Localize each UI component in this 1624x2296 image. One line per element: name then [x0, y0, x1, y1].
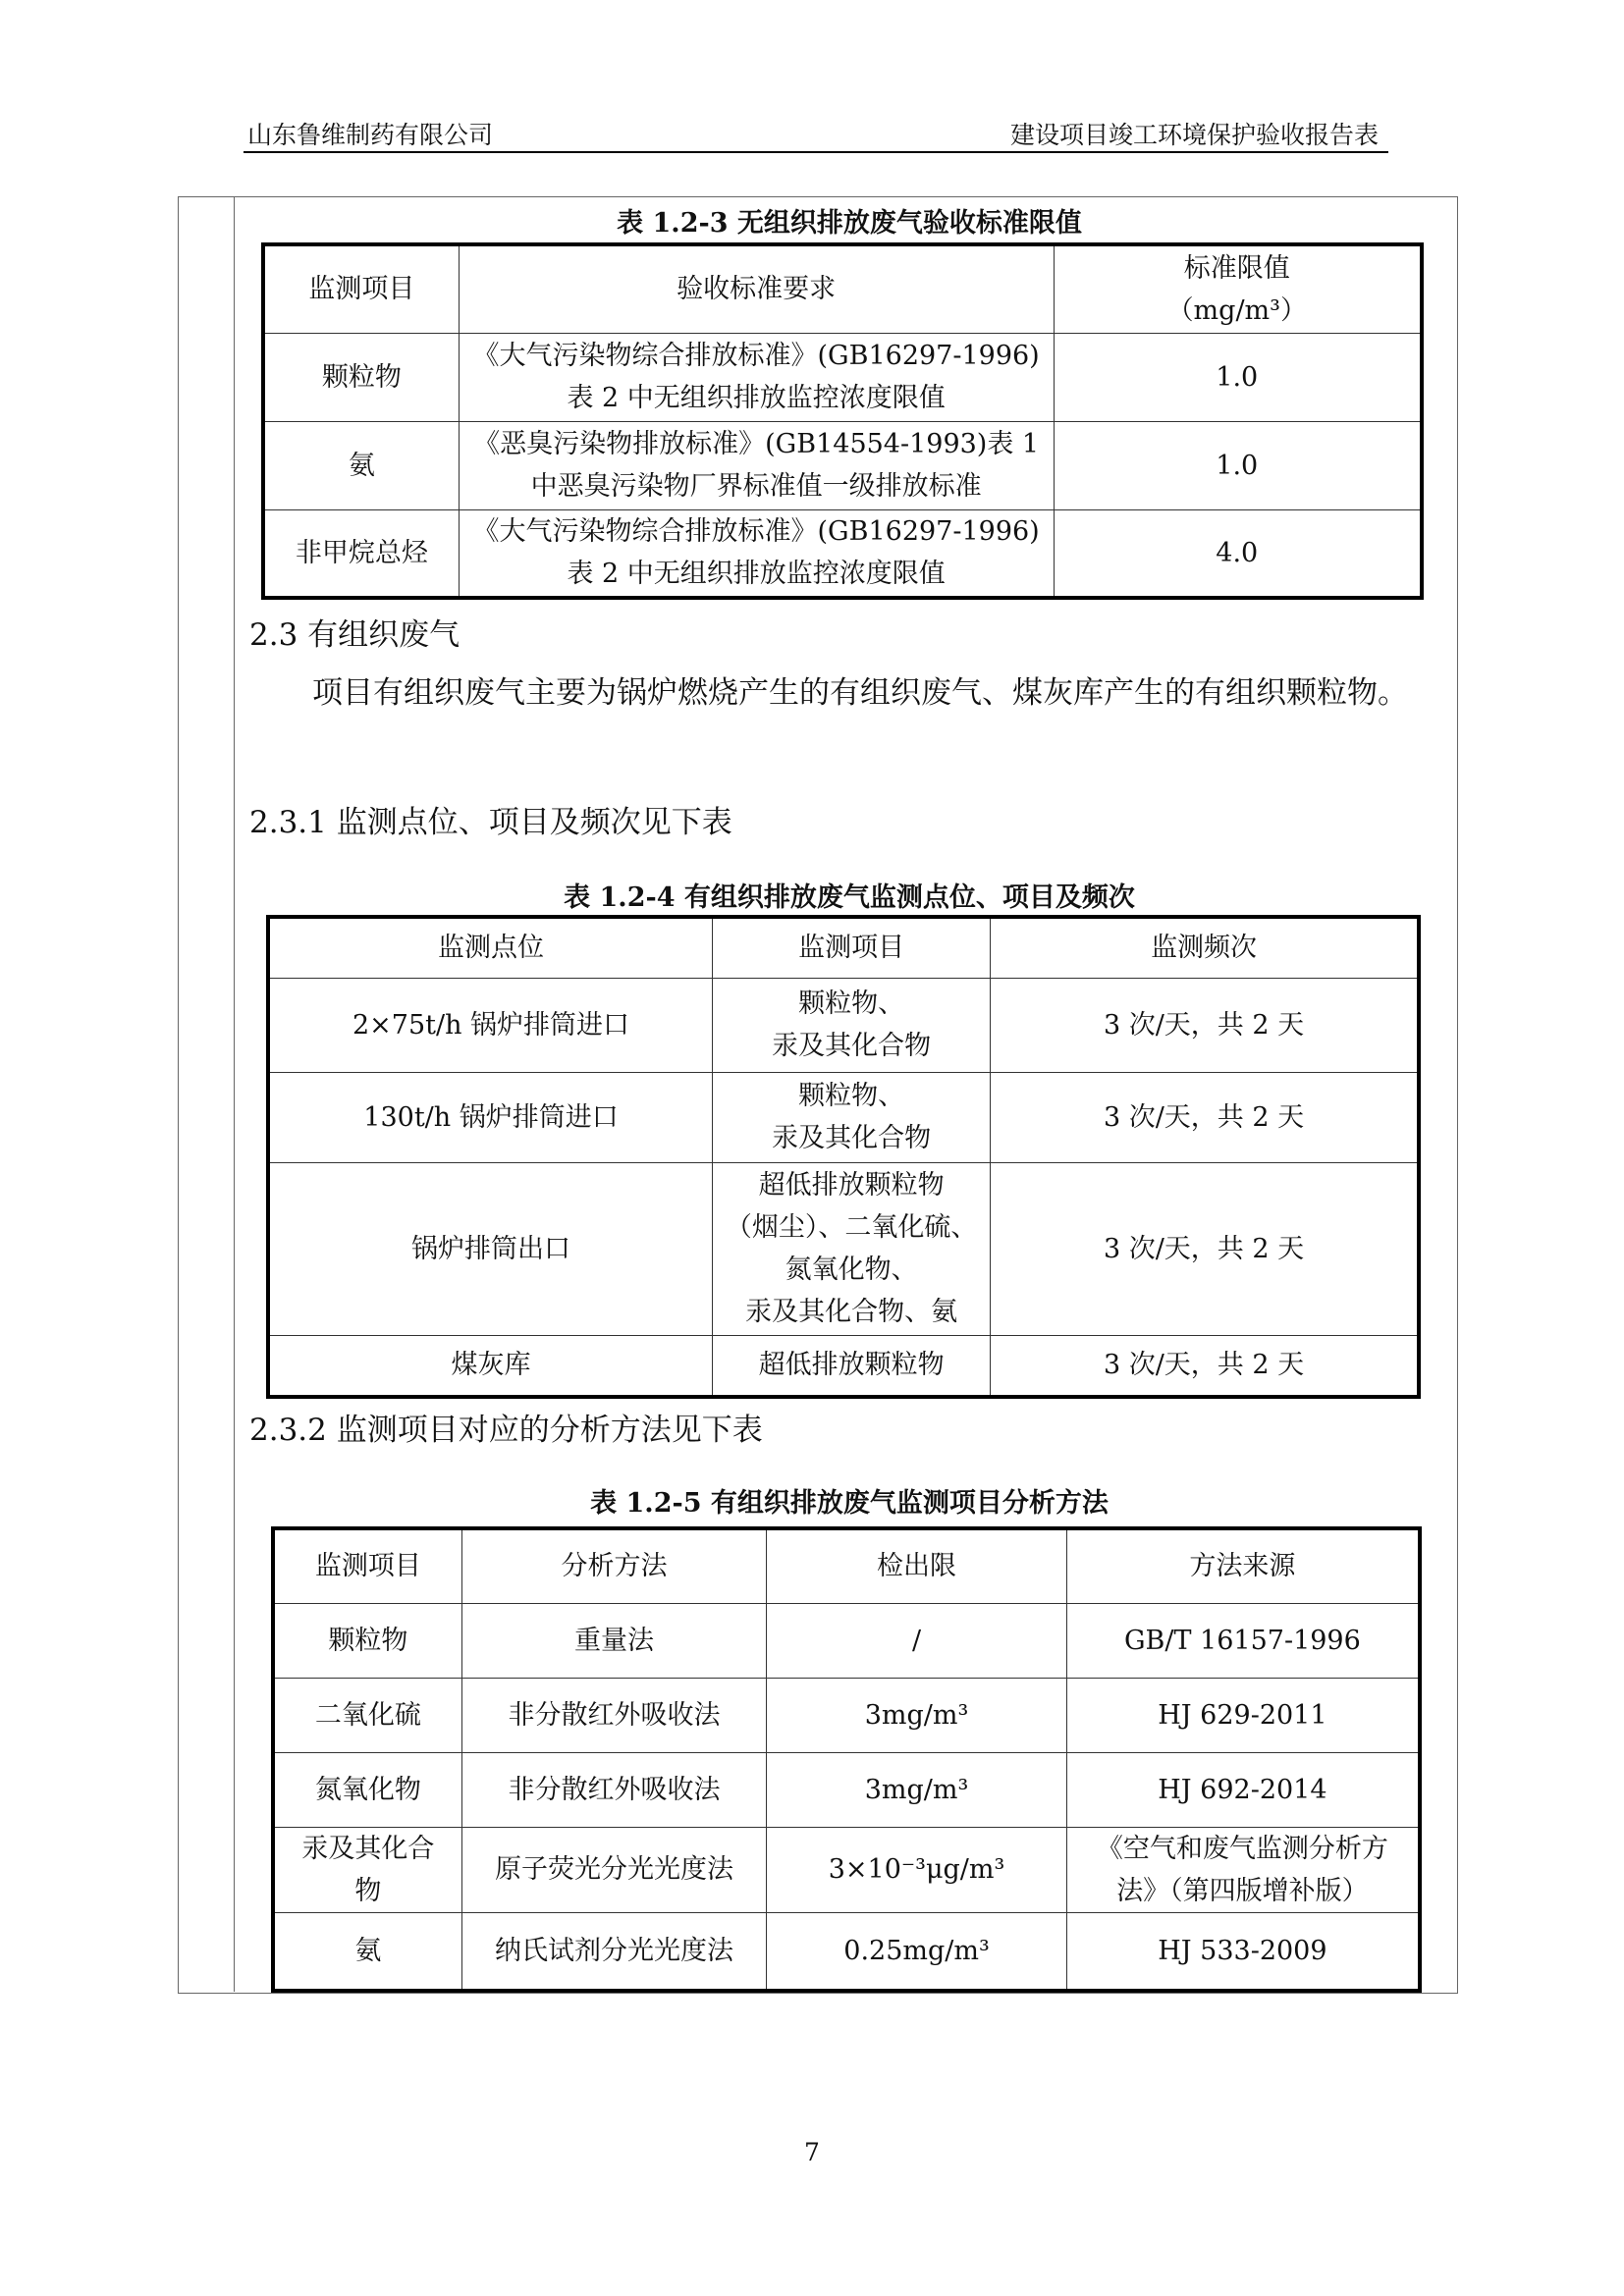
cell-point: 2×75t/h 锅炉排筒进口 [268, 978, 713, 1072]
header-line: 标准限值 [1183, 252, 1290, 284]
table-1-2-4 [266, 915, 1421, 1399]
item-line: 汞及其化合物 [772, 1031, 932, 1061]
header-cell: 方法来源 [1066, 1528, 1420, 1603]
item-line: 氮氧化物、 [785, 1255, 918, 1285]
table-header-row [268, 917, 1419, 978]
item-line: 汞及其化合 [301, 1833, 435, 1864]
cell-point: 锅炉排筒出口 [268, 1162, 713, 1335]
cell-point: 130t/h 锅炉排筒进口 [268, 1072, 713, 1162]
table-1-2-3 [261, 242, 1424, 600]
cell-detection-limit: 3×10⁻³μg/m³ [767, 1827, 1066, 1912]
cell-method: 原子荧光分光光度法 [461, 1827, 767, 1912]
cell-requirement [459, 333, 1054, 421]
table-1-2-5-caption: 表 1.2-5 有组织排放废气监测项目分析方法 [590, 1488, 1109, 1519]
item-line: 汞及其化合物 [772, 1123, 932, 1153]
cell-source: GB/T 16157-1996 [1066, 1603, 1420, 1678]
req-line: 《大气污染物综合排放标准》(GB16297-1996) [472, 341, 1040, 371]
cell-detection-limit: 0.25mg/m³ [767, 1912, 1066, 1991]
table-header-row [273, 1528, 1420, 1603]
cell-detection-limit: 3mg/m³ [767, 1678, 1066, 1752]
cell-frequency: 3 次/天，共 2 天 [991, 1162, 1419, 1335]
table-row [263, 421, 1422, 509]
cell-method: 非分散红外吸收法 [461, 1678, 767, 1752]
item-line: 物 [354, 1875, 382, 1906]
header-unit: （mg/m³） [1166, 294, 1307, 326]
cell-limit: 1.0 [1054, 421, 1422, 509]
cell-item: 颗粒物 [263, 333, 459, 421]
table-row [273, 1827, 1420, 1912]
page-header-company: 山东鲁维制药有限公司 [247, 121, 494, 149]
header-rule [244, 151, 1388, 153]
table-row [268, 978, 1419, 1072]
table-row [268, 1072, 1419, 1162]
cell-item [273, 1827, 461, 1912]
source-line: 法》（第四版增补版） [1116, 1875, 1369, 1906]
cell-source: HJ 533-2009 [1066, 1912, 1420, 1991]
header-cell: 监测频次 [991, 917, 1419, 978]
table-row [268, 1162, 1419, 1335]
table-1-2-4-caption: 表 1.2-4 有组织排放废气监测点位、项目及频次 [564, 882, 1135, 913]
req-line: 《大气污染物综合排放标准》(GB16297-1996) [472, 516, 1040, 548]
cell-requirement [459, 421, 1054, 509]
req-line: 中恶臭污染物厂界标准值一级排放标准 [530, 471, 982, 502]
cell-detection-limit: 3mg/m³ [767, 1752, 1066, 1827]
cell-item: 氨 [273, 1912, 461, 1991]
cell-items [713, 1335, 991, 1397]
header-cell: 监测项目 [273, 1528, 461, 1603]
cell-frequency: 3 次/天，共 2 天 [991, 978, 1419, 1072]
header-cell: 监测项目 [713, 917, 991, 978]
cell-source [1066, 1827, 1420, 1912]
cell-source: HJ 629-2011 [1066, 1678, 1420, 1752]
req-line: 表 2 中无组织排放监控浓度限值 [567, 383, 946, 413]
table-row [273, 1603, 1420, 1678]
cell-source: HJ 692-2014 [1066, 1752, 1420, 1827]
form-column-divider [234, 196, 235, 1992]
cell-items [713, 1072, 991, 1162]
item-line: 颗粒物、 [798, 988, 905, 1019]
cell-frequency: 3 次/天，共 2 天 [991, 1072, 1419, 1162]
item-line: 超低排放颗粒物 [758, 1170, 945, 1201]
cell-item: 氨 [263, 421, 459, 509]
table-row [273, 1912, 1420, 1991]
table-1-2-3-caption: 表 1.2-3 无组织排放废气验收标准限值 [617, 208, 1082, 239]
subsection-2-3-2: 2.3.2 监测项目对应的分析方法见下表 [249, 1413, 763, 1448]
table-row [268, 1335, 1419, 1397]
page-number: 7 [804, 2138, 820, 2166]
cell-detection-limit: / [767, 1603, 1066, 1678]
table-1-2-5 [271, 1526, 1422, 1993]
table-header-row [263, 244, 1422, 333]
header-cell: 检出限 [767, 1528, 1066, 1603]
cell-method: 非分散红外吸收法 [461, 1752, 767, 1827]
cell-method: 重量法 [461, 1603, 767, 1678]
cell-items [713, 1162, 991, 1335]
cell-method: 纳氏试剂分光光度法 [461, 1912, 767, 1991]
section-paragraph: 项目有组织废气主要为锅炉燃烧产生的有组织废气、煤灰库产生的有组织颗粒物。 [312, 675, 1408, 711]
req-line: 表 2 中无组织排放监控浓度限值 [567, 559, 946, 590]
cell-limit: 1.0 [1054, 333, 1422, 421]
item-line: 超低排放颗粒物 [758, 1350, 945, 1381]
source-line: 《空气和废气监测分析方 [1096, 1833, 1388, 1864]
table-row [263, 333, 1422, 421]
cell-requirement [459, 509, 1054, 598]
subsection-2-3-1: 2.3.1 监测点位、项目及频次见下表 [249, 805, 732, 840]
header-cell: 监测点位 [268, 917, 713, 978]
cell-frequency: 3 次/天，共 2 天 [991, 1335, 1419, 1397]
header-cell: 监测项目 [263, 244, 459, 333]
item-line: 汞及其化合物、氨 [745, 1297, 958, 1327]
page-header-title: 建设项目竣工环境保护验收报告表 [1009, 121, 1379, 149]
table-row [273, 1752, 1420, 1827]
section-heading-2-3: 2.3 有组织废气 [249, 617, 460, 653]
cell-items [713, 978, 991, 1072]
cell-item: 非甲烷总烃 [263, 509, 459, 598]
cell-item: 氮氧化物 [273, 1752, 461, 1827]
header-cell: 验收标准要求 [459, 244, 1054, 333]
table-row [273, 1678, 1420, 1752]
item-line: 颗粒物、 [798, 1081, 905, 1111]
cell-item: 二氧化硫 [273, 1678, 461, 1752]
cell-point: 煤灰库 [268, 1335, 713, 1397]
req-line: 《恶臭污染物排放标准》(GB14554-1993)表 1 [473, 429, 1040, 459]
header-cell [1054, 244, 1422, 333]
cell-limit: 4.0 [1054, 509, 1422, 598]
header-cell: 分析方法 [461, 1528, 767, 1603]
item-line: （烟尘）、二氧化硫、 [725, 1212, 978, 1243]
table-row [263, 509, 1422, 598]
cell-item: 颗粒物 [273, 1603, 461, 1678]
